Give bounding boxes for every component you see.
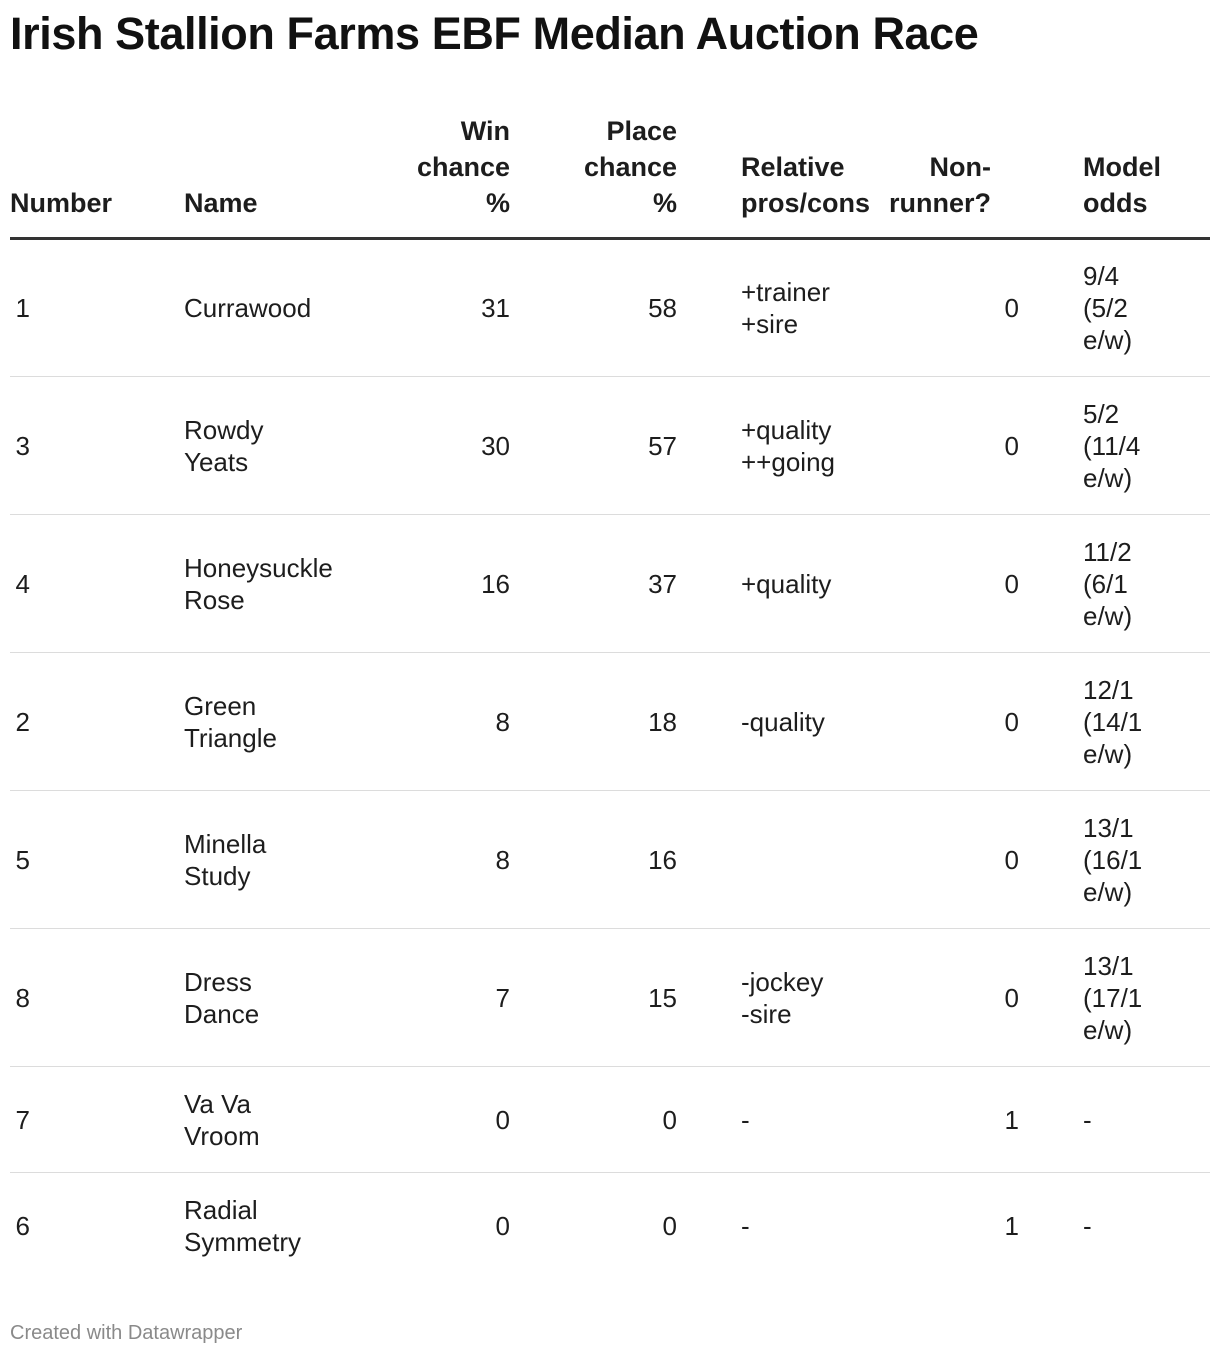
- table-row: [10, 653, 1210, 791]
- cell-number: 3: [10, 377, 120, 515]
- cell-name: Honeysuckle Rose: [120, 515, 310, 653]
- cell-non-runner: 0: [877, 377, 1057, 515]
- cell-pros-cons: -: [741, 1210, 750, 1241]
- cell-number: 1: [10, 239, 120, 377]
- header-place-chance[interactable]: Place chance %: [510, 113, 677, 239]
- cell-non-runner: 0: [877, 653, 1057, 791]
- cell-model-odds: 9/4 (5/2 e/w): [1057, 239, 1210, 377]
- header-row: [10, 113, 1210, 239]
- cell-name: Minella Study: [120, 791, 310, 929]
- cell-place-chance: 15: [510, 929, 677, 1067]
- race-table: [10, 113, 1210, 1279]
- cell-model-odds: 13/1 (17/1 e/w): [1057, 929, 1210, 1067]
- cell-win-chance: 31: [310, 239, 510, 377]
- cell-win-chance: 0: [310, 1067, 510, 1173]
- cell-name: Rowdy Yeats: [120, 377, 310, 515]
- cell-model-odds: -: [1057, 1067, 1210, 1173]
- cell-place-chance: 58: [510, 239, 677, 377]
- cell-place-chance: 16: [510, 791, 677, 929]
- table-row: [10, 377, 1210, 515]
- cell-non-runner: 1: [1004, 1210, 1019, 1241]
- cell-model-odds: 13/1 (16/1 e/w): [1057, 791, 1210, 929]
- header-number[interactable]: Number: [10, 113, 120, 239]
- table-row: [10, 791, 1210, 929]
- table-body: [10, 239, 1210, 1279]
- cell-pros-cons: +quality: [677, 515, 877, 653]
- cell-number: 8: [10, 929, 120, 1067]
- cell-win-chance: 16: [310, 515, 510, 653]
- cell-pros-cons: -quality: [677, 653, 877, 791]
- cell-win-chance: 8: [310, 653, 510, 791]
- chart-title: Irish Stallion Farms EBF Median Auction Race: [10, 8, 979, 59]
- cell-model-odds: 11/2 (6/1 e/w): [1057, 515, 1210, 653]
- cell-place-chance: 57: [510, 377, 677, 515]
- header-pros-cons[interactable]: Relative pros/cons: [677, 113, 877, 239]
- cell-number: 6: [15, 1210, 30, 1241]
- cell-name: Green Triangle: [120, 653, 310, 791]
- cell-name: Dress Dance: [120, 929, 310, 1067]
- cell-place-chance: 0: [662, 1210, 677, 1241]
- cell-non-runner: 0: [877, 791, 1057, 929]
- table-row: [10, 1173, 1210, 1279]
- header-non-runner[interactable]: Non- runner?: [877, 113, 1057, 239]
- header-name[interactable]: Name: [120, 113, 310, 239]
- cell-non-runner: 0: [877, 239, 1057, 377]
- cell-place-chance: 18: [510, 653, 677, 791]
- cell-win-chance: 8: [310, 791, 510, 929]
- cell-name: Currawood: [120, 239, 310, 377]
- cell-place-chance: 37: [510, 515, 677, 653]
- table-row: [10, 1067, 1210, 1173]
- cell-number: 4: [10, 515, 120, 653]
- cell-win-chance: 7: [310, 929, 510, 1067]
- cell-non-runner: 0: [877, 929, 1057, 1067]
- cell-win-chance: 0: [495, 1210, 510, 1241]
- cell-place-chance: 0: [510, 1067, 677, 1173]
- cell-model-odds: -: [1083, 1210, 1092, 1241]
- cell-pros-cons: +trainer +sire: [677, 239, 877, 377]
- cell-model-odds: 5/2 (11/4 e/w): [1057, 377, 1210, 515]
- table-row: [10, 929, 1210, 1067]
- cell-pros-cons: [677, 791, 877, 929]
- cell-pros-cons: -: [677, 1067, 877, 1173]
- cell-pros-cons: -jockey -sire: [677, 929, 877, 1067]
- header-win-chance[interactable]: Win chance %: [310, 113, 510, 239]
- table-row: [10, 239, 1210, 377]
- cell-name: Va Va Vroom: [120, 1067, 310, 1173]
- cell-name: Radial Symmetry: [184, 1194, 301, 1257]
- cell-number: 2: [10, 653, 120, 791]
- cell-non-runner: 1: [877, 1067, 1057, 1173]
- cell-win-chance: 30: [310, 377, 510, 515]
- header-model-odds[interactable]: Model odds: [1057, 113, 1210, 239]
- footer-credit: Created with Datawrapper: [10, 1322, 243, 1344]
- table-row: [10, 515, 1210, 653]
- cell-model-odds: 12/1 (14/1 e/w): [1057, 653, 1210, 791]
- cell-non-runner: 0: [877, 515, 1057, 653]
- cell-number: 5: [10, 791, 120, 929]
- cell-pros-cons: +quality ++going: [677, 377, 877, 515]
- cell-number: 7: [10, 1067, 120, 1173]
